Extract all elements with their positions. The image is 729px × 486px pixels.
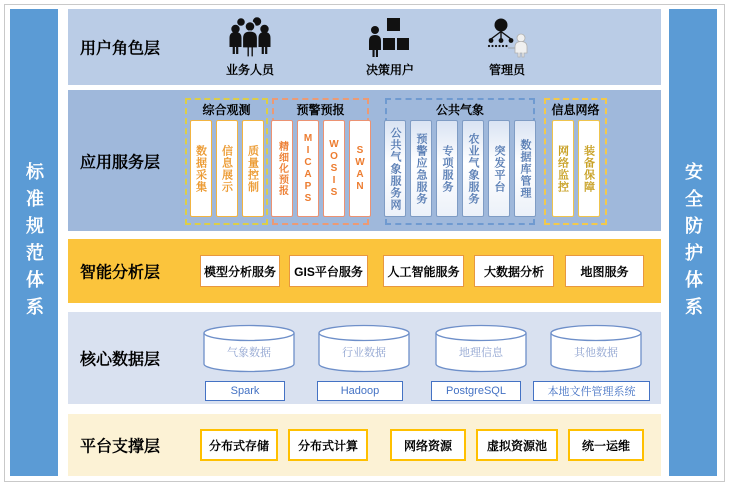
layer-title: 用户角色层 [80,40,161,58]
engine-box: PostgreSQL [431,381,521,401]
service-box: 公共气象服务网 [384,120,406,217]
role-decision-user [366,17,414,78]
layer-intelligent-analysis [68,239,661,303]
role-label: 决策用户 [365,63,415,77]
platform-service-box: 分布式存储 [200,429,278,461]
layer-application-services [68,90,661,231]
analysis-service-box: 模型分析服务 [200,255,280,287]
group-warning-forecast [272,98,369,225]
platform-service-box: 虚拟资源池 [476,429,558,461]
service-box: 农业气象服务 [462,120,484,217]
role-label: 业务人员 [225,63,275,77]
people-group-icon [227,17,273,59]
database-cylinder [202,324,296,374]
role-administrator [484,17,530,78]
analysis-service-box: 地图服务 [565,255,644,287]
service-box: 精细化预报 [271,120,293,217]
service-box: 专项服务 [436,120,458,217]
service-box: 数据库管理 [514,120,536,217]
platform-service-box: 统一运维 [568,429,644,461]
layer-title: 应用服务层 [80,154,161,171]
service-box: 预警应急服务 [410,120,432,217]
service-box: 数据采集 [190,120,212,217]
layer-title: 智能分析层 [80,264,161,282]
group-title: 信息网络 [551,103,600,117]
service-box: SWAN [349,120,371,217]
layer-platform-support [68,414,661,476]
group-title: 公共气象 [435,103,484,117]
layer-title: 平台支撑层 [80,438,161,456]
analysis-service-box: 大数据分析 [474,255,554,287]
database-label: 其他数据 [574,347,618,359]
service-box: MICAPS [297,120,319,217]
group-comprehensive-observation [185,98,268,225]
analysis-service-box: 人工智能服务 [383,255,464,287]
group-information-network [544,98,607,225]
person-blocks-icon [368,17,412,59]
group-items [384,118,536,223]
group-title: 预警预报 [296,103,345,117]
service-box: 信息展示 [216,120,238,217]
platform-service-box: 分布式计算 [288,429,368,461]
role-business-staff [226,17,274,78]
left-pillar-label: 标准规范体系 [24,161,44,324]
group-items [190,118,264,223]
database-cylinder [434,324,528,374]
group-title: 综合观测 [202,103,251,117]
platform-service-box: 网络资源 [390,429,466,461]
org-chart-icon [484,17,530,59]
service-box: 网络监控 [552,120,574,217]
service-box: 质量控制 [242,120,264,217]
group-items [271,118,371,223]
service-box: 装备保障 [578,120,600,217]
engine-box: 本地文件管理系统 [533,381,650,401]
left-pillar-standards [10,9,58,476]
layer-core-data [68,312,661,404]
group-items [552,118,600,223]
role-label: 管理员 [488,63,525,77]
database-cylinder [317,324,411,374]
database-cylinder [549,324,643,374]
analysis-service-box: GIS平台服务 [289,255,368,287]
database-label: 行业数据 [342,347,386,359]
engine-box: Spark [205,381,285,401]
layer-title: 核心数据层 [80,351,161,369]
service-box: 突发平台 [488,120,510,217]
group-public-meteorology [385,98,535,225]
right-pillar-security [669,9,717,476]
database-label: 气象数据 [227,347,271,359]
right-pillar-label: 安全防护体系 [683,161,703,324]
layer-user-roles [68,9,661,85]
database-label: 地理信息 [459,347,503,359]
engine-box: Hadoop [317,381,403,401]
service-box: WOSIS [323,120,345,217]
